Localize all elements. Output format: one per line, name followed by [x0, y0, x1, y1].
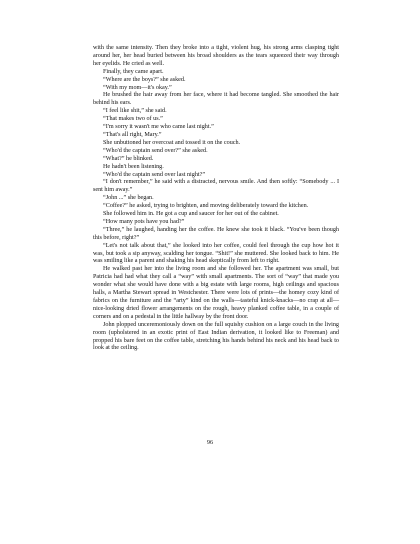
paragraph: “I'm sorry it wasn't me who came last night.”	[103, 124, 214, 131]
paragraph: He walked past her into the living room and she followed her. The apartment was small, but Patricia had had what they call a “way” with small apartments. The sort of “way” that made you wonder what she would have done with a big estate with large rooms, high ceilings and spacious halls, a Martha Stewart spread in Westchester. There were lots of prints—the homey cozy kind of fabrics on the furniture and the “arty” kind on the walls—tasteful knick-knacks—no crap at all—nice-looking dried flower arrangements on the rough, heavy planked coffee table, in a couple of corners and on a pedestal in the little hallway by the front door.	[93, 266, 339, 320]
paragraph: “Coffee?” he asked, trying to brighten, and moving deliberately toward the kitchen.	[103, 203, 309, 210]
page-number: 96	[206, 439, 214, 446]
paragraph: “Let's not talk about that,” she looked into her coffee, could feel through the cup how hot it was, but took a sip anyway, scalding her tongue. “Shit!” she muttered. She looked back to him. He was smiling like a parent and shaking his head skeptically from left to right.	[93, 242, 339, 265]
paragraph: Finally, they came apart.	[103, 68, 164, 75]
paragraph: “What?” he blinked.	[103, 155, 154, 162]
paragraph: “I don't remember,” he said with a distracted, nervous smile. And then softly: “Somebody ... I sent him away.”	[93, 179, 339, 194]
paragraph: “That makes two of us.”	[103, 116, 163, 123]
paragraph: “Where are the boys?” she asked.	[103, 76, 186, 83]
paragraph: with the same intensity. Then they broke into a tight, violent hug, his strong arms clasping tight around her, her head buried between his broad shoulders as the tears squeezed their way through her eyelids. He cried as well.	[93, 45, 339, 67]
paragraph: “That's all right, Mary.”	[103, 131, 162, 138]
paragraph: “I feel like shit,” she said.	[103, 108, 167, 115]
body-text	[93, 45, 339, 353]
paragraph: John plopped unceremoniously down on the full squishy cushion on a large couch in the living room (upholstered in an exotic print of East Indian derivation, it looked like to Freeman) and propped his bare feet on the coffee table, stretching his hands behind his neck and his head back to look at the ceiling.	[93, 321, 339, 352]
paragraph: She unbuttoned her overcoat and tossed it on the couch.	[103, 139, 241, 146]
paragraph: She followed him in. He got a cup and saucer for her out of the cabinet.	[103, 211, 279, 218]
paragraph: “Three,” he laughed, handing her the coffee. He knew she took it black. “You've been though this before, right?”	[93, 226, 339, 241]
paragraph: “How many pots have you had?”	[103, 218, 185, 225]
paragraph: “Who'd the captain send over last night?”	[103, 171, 206, 178]
paragraph: “Who'd the captain send over?” she asked.	[103, 147, 208, 154]
paragraph: He hadn't been listening.	[103, 163, 164, 170]
paragraph: “John ...” she began.	[103, 195, 154, 202]
paragraph: He brushed the hair away from her face, where it had become tangled. She smoothed the hair behind his ears.	[93, 92, 339, 107]
paragraph: “With my mom—it's okay.”	[103, 84, 172, 91]
